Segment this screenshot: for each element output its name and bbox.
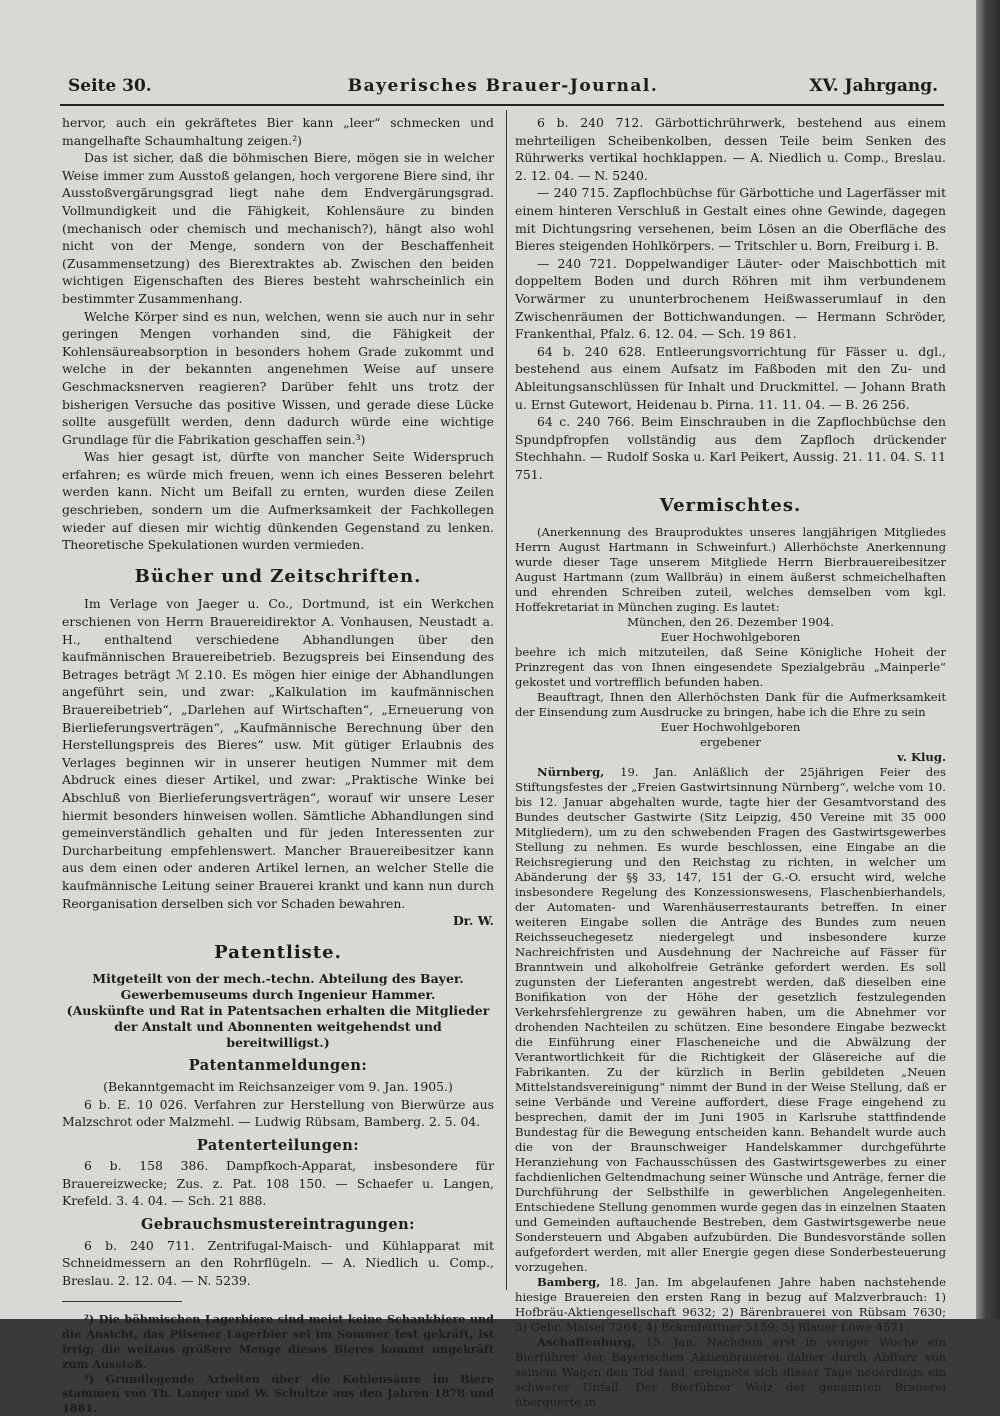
- letter-body: beehre ich mich mitzuteilen, daß Seine Königliche Hoheit der Prinzregent das von Ihnen eingesendete Spezialgebräu „Mainperle“ gekostet und vortrefflich befunden haben.: [515, 645, 946, 690]
- paragraph: Das ist sicher, daß die böhmischen Biere, mögen sie in welcher Weise immer zum Ausstoß gelangen, hoch vergorene Biere sind, ihr Ausstoßvergärungsgrad liegt nahe dem Endvergärungsgrad. Vollmundigkeit und die Fähigkeit, Kohlensäure zu binden (mechanisch oder chemisch und mechanisch?), hängt also wohl nicht von der Menge, sondern von der Beschaffenheit (Zusammensetzung) des Bierextraktes ab. Zwischen den beiden wichtigen Eigenschaften des Bieres besteht wahrscheinlich ein bestimmter Zusammenhang.: [62, 150, 494, 306]
- section-heading-patents: Patentliste.: [214, 941, 342, 963]
- paragraph: (Anerkennung des Brauproduktes unseres langjährigen Mitgliedes Herrn August Hartmann in Schweinfurt.) Allerhöchste Anerkennung wurde dieser Tage unserem Mitgliede Herrn Bierbrauereibesitzer August Hartmann (zum Wallbräu) in einem äußerst schmeichelhaften und ehrenden Schreiben zuteil, welches demselben vom kgl. Hoffekretariat in München zuging. Es lautet:: [515, 525, 946, 615]
- paragraph: Was hier gesagt ist, dürfte von mancher Seite Widerspruch erfahren; es würde mich freuen, wenn ich eines Besseren belehrt werden kann. Nicht um Beifall zu ernten, wurden diese Zeilen geschrieben, sondern um die Aufmerksamkeit der Fachkollegen wieder auf diesen mir wichtig dünkenden Gegenstand zu lenken. Theoretische Spekulationen wurden vermieden.: [62, 449, 494, 553]
- footnote-rule: [62, 1301, 182, 1302]
- volume-year: XV. Jahrgang.: [809, 76, 938, 96]
- journal-title: Bayerisches Brauer-Journal.: [347, 76, 659, 96]
- news-text: 18. Jan. Im abgelaufenen Jahre haben nachstehende hiesige Brauereien den ersten Rang in bezug auf Malzverbrauch: 1) Hofbräu-Aktiengesellschaft 9632; 2) Bärenbrauerei von Rübsam 7630; 3) Gebr. Maisel 7264; 4) Eckenbüttner 5159; 5) Blauer Löwe 4571.: [515, 1275, 947, 1335]
- news-item: [515, 765, 946, 1275]
- patent-entry: 64 b. 240 628. Entleerungsvorrichtung für Fässer u. dgl., bestehend aus einem Aufsatz im Faßboden mit den Zu- und Ableitungsanschlüssen für Inhalt und Druckmittel. — Johann Brath u. Ernst Gutewort, Heidenau b. Pirna. 11. 11. 04. — B. 26 256.: [515, 343, 946, 412]
- news-text: 19. Jan. Anläßlich der 25jährigen Feier des Stiftungsfestes der „Freien Gastwirtsinnung Nürnberg“, welche vom 10. bis 12. Januar abgehalten wurde, tagte hier der Gesamtvorstand des Bundes deutscher Gastwirte (Sitz Leipzig, 450 Vereine mit 35 000 Mitgliedern), um zu den schwebenden Fragen des Gastwirtsgewerbes Stellung zu nehmen. Es wurde beschlossen, eine Eingabe an die Reichsregierung und den Reichstag zu richten, in welcher um Abänderung der §§ 33, 147, 151 der G.-O. ersucht wird, welche insbesondere Regelung des Konzessionswesens, Flaschenbierhandels, der Automaten- und Warenhäuserrestaurants betreffen. In einer weiteren Eingabe sollen die Anträge des Bundes zum neuen Reichsseuchegesetz niedergelegt und insbesondere kurze Nachreichfristen und Ausdehnung der Nachreiche auf Fässer für Branntwein und alkoholfreie Getränke gefordert werden. Es soll zugunsten der Lieferanten angestrebt werden, daß dieselben eine Bonifikation von der Höhe der gesetzlich festzulegenden Verkehrsfehlergrenze zu gewähren haben, um die Abnehmer vor drohenden Nachteilen zu schützen. Eine besondere Eingabe bezweckt die Einführung einer Flascheneiche und die Abwälzung der Verantwortlichkeit für die Richtigkeit der Gläsereiche auf die Fabrikanten. Zu der kürzlich in Berlin gebildeten „Neuen Mittelstandsvereinigung“ nimmt der Bund in der Weise Stellung, daß er seine Verbände und Vereine auffordert, diese Frage eingehend zu besprechen, damit der im Juni 1905 in Karlsruhe stattfindende Bundestag für die Bewegung entscheiden kann. Behandelt wurde auch die von der Braunschweiger Handelskammer durchgeführte Heranziehung von Fachausschüssen des Gastwirtsgewerbes zu einer fachdienlichen Geltendmachung seiner Wünsche und Anträge, ferner die Durchführung der Selbsthilfe in gewerblichen Angelegenheiten. Entschiedene Stellung genommen wurde gegen das in einzelnen Staaten und Gemeinden auftauchende Bestreben, dem Gastwirtsgewerbe neue Sondersteuern und Abgaben aufzubürden. Die Bundesvorstände sollen aufgefordert werden, mit aller Energie gegen diese Sonderbesteuerung vorzugehen.: [515, 765, 946, 1275]
- section-heading-books: Bücher und Zeitschriften.: [134, 565, 422, 587]
- letter-body: Beauftragt, Ihnen den Allerhöchsten Dank für die Aufmerksamkeit der Einsendung zum Ausdrucke zu bringen, habe ich die Ehre zu sein: [515, 690, 946, 720]
- news-text: 15. Jan. Nachdem erst in voriger Woche ein Bierführer der Bayerischen Aktienbrauerei dahier durch Abfturz von seinem Wagen den Tod fand, ereignete sich dieser Tage neuerdings ein schwerer Unfall. Der Bierführer Wolz der genannten Brauerei überquerte in: [515, 1335, 947, 1410]
- patent-entry: 6 b. 158 386. Dampfkoch-Apparat, insbesondere für Brauereizwecke; Zus. z. Pat. 108 150. — Schaefer u. Langen, Krefeld. 3. 4. 04. — Sch. 21 888.: [62, 1158, 494, 1209]
- patent-entry: — 240 715. Zapflochbüchse für Gärbottiche und Lagerfässer mit einem hinteren Verschluß in Gestalt eines ohne Gewinde, dagegen mit Dichtungsring versehenen, beim Lösen an die Oberfläche des Bieres steigenden Hohlkörpers. — Tritschler u. Born, Freiburg i. B.: [515, 185, 946, 254]
- paragraph: Welche Körper sind es nun, welchen, wenn sie auch nur in sehr geringen Mengen vorhanden sind, die Fähigkeit der Kohlensäureabsorption in besonders hohem Grade zukommt und welche in der bekannten angenehmen Weise auf unsere Geschmacksnerven reagieren? Darüber fehlt uns trotz der bisherigen Versuche das positive Wissen, und gerade diese Lücke sollte ausgefüllt werden, denn dadurch würde eine wichtige Grundlage für die Fabrikation geschaffen sein.³): [62, 308, 494, 447]
- letter-signature: v. Klug.: [897, 750, 946, 765]
- subheading-grants: Patenterteilungen:: [196, 1136, 360, 1154]
- left-column: [62, 114, 494, 1416]
- letter-closing: Euer Hochwohlgeboren: [660, 720, 801, 735]
- footnote: ²) Die böhmischen Lagerbiere sind meist keine Schankbiere und die Ansicht, das Pilsener Lagerbier sei im Sommer fest gekräft, ist irrig; die weitaus größere Menge dieses Bieres kommt ungekräft zum Ausstoß.: [62, 1312, 494, 1371]
- paragraph: Im Verlage von Jaeger u. Co., Dortmund, ist ein Werkchen erschienen von Herrn Brauereidirektor A. Vonhausen, Neustadt a. H., enthaltend verschiedene Abhandlungen über den kaufmännischen Brauereibetrieb. Bezugspreis bei Einsendung des Betrages beträgt ℳ 2.10. Es mögen hier einige der Abhandlungen angeführt sein, und zwar: „Kalkulation im kaufmännischen Brauereibetrieb“, „Darlehen auf Wirtschaften“, „Erneuerung von Bierlieferungsverträgen“, „Kaufmännische Berechnung über den Herstellungspreis des Bieres“ usw. Mit gütiger Erlaubnis des Verlages beginnen wir in unserer heutigen Nummer mit dem Abdruck eines dieser Artikel, und zwar: „Praktische Winke bei Abschluß von Bierlieferungsverträgen“, worauf wir unsere Leser hiermit besonders hinweisen wollen. Sämtliche Abhandlungen sind gemeinverständlich gehalten und für jeden Interessenten zur Durcharbeitung empfehlenswert. Mancher Brauereibesitzer kann aus dem einen oder anderen Artikel lernen, an welcher Stelle die kaufmännische Leitung seiner Brauerei krankt und kann nun durch Reorganisation derselben sich vor Schaden bewahren.: [62, 596, 494, 911]
- patent-note: (Auskünfte und Rat in Patentsachen erhalten die Mitglieder der Anstalt und Abonnenten weitgehendst und bereitwilligst.): [66, 1003, 490, 1051]
- dateline-place: Bamberg,: [537, 1275, 601, 1290]
- news-item: [515, 1335, 946, 1410]
- header-rule: [60, 104, 944, 106]
- patent-entry: 6 b. 240 711. Zentrifugal-Maisch- und Kühlapparat mit Schneidmessern an den Rohrflügeln. — A. Niedlich u. Comp., Breslau. 2. 12. 04. — N. 5239.: [62, 1237, 494, 1288]
- right-column: [515, 114, 946, 1410]
- scan-edge: [976, 0, 1000, 1319]
- section-heading-miscellaneous: Vermischtes.: [659, 495, 802, 517]
- dateline-place: Aschaffenburg,: [537, 1335, 636, 1350]
- column-divider: [506, 110, 507, 1290]
- dateline-place: Nürnberg,: [537, 765, 605, 780]
- footnote: ³) Grundlegende Arbeiten über die Kohlensäure im Biere stammen von Th. Langer und W. Schultze aus den Jahren 1878 und 1881.: [62, 1371, 494, 1416]
- author-signature: Dr. W.: [452, 913, 494, 929]
- letter-salutation: Euer Hochwohlgeboren: [660, 630, 801, 645]
- patent-entry: — 240 721. Doppelwandiger Läuter- oder Maischbottich mit doppeltem Boden und durch Röhren mit ihm verbundenem Vorwärmer zu ununterbrochenem Heißwasserumlauf in den Zwischenräumen der Bottichwandungen. — Hermann Schröder, Frankenthal, Pfalz. 6. 12. 04. — Sch. 19 861.: [515, 255, 946, 342]
- subheading-utility-models: Gebrauchsmustereintragungen:: [141, 1216, 415, 1234]
- letter-date: München, den 26. Dezember 1904.: [627, 615, 834, 630]
- subheading-applications: Patentanmeldungen:: [188, 1057, 368, 1075]
- patent-entry: 6 b. E. 10 026. Verfahren zur Herstellung von Bierwürze aus Malzschrot oder Malzmehl. — Ludwig Rübsam, Bamberg. 2. 5. 04.: [62, 1096, 494, 1130]
- paragraph: hervor, auch ein gekräftetes Bier kann „leer“ schmecken und mangelhafte Schaumhaltung zeigen.²): [62, 115, 494, 148]
- news-item: [515, 1275, 946, 1335]
- page-header: [68, 76, 938, 104]
- patent-entry: 6 b. 240 712. Gärbottichrührwerk, bestehend aus einem mehrteiligen Scheibenkolben, dessen Teile beim Senken des Rührwerks vertikal hochklappen. — A. Niedlich u. Comp., Breslau. 2. 12. 04. — N. 5240.: [515, 115, 946, 183]
- patent-subtitle: Mitgeteilt von der mech.-techn. Abteilung des Bayer. Gewerbemuseums durch Ingenieur Hammer.: [92, 971, 464, 1003]
- letter-closing: ergebener: [700, 735, 761, 750]
- page-number: Seite 30.: [68, 76, 152, 96]
- patent-entry: 64 c. 240 766. Beim Einschrauben in die Zapflochbüchse den Spundpfropfen vollständig aus dem Zapfloch drückender Stechhahn. — Rudolf Soska u. Karl Peikert, Aussig. 21. 11. 04. S. 11 751.: [515, 414, 946, 482]
- publication-note: (Bekanntgemacht im Reichsanzeiger vom 9. Jan. 1905.): [103, 1078, 453, 1094]
